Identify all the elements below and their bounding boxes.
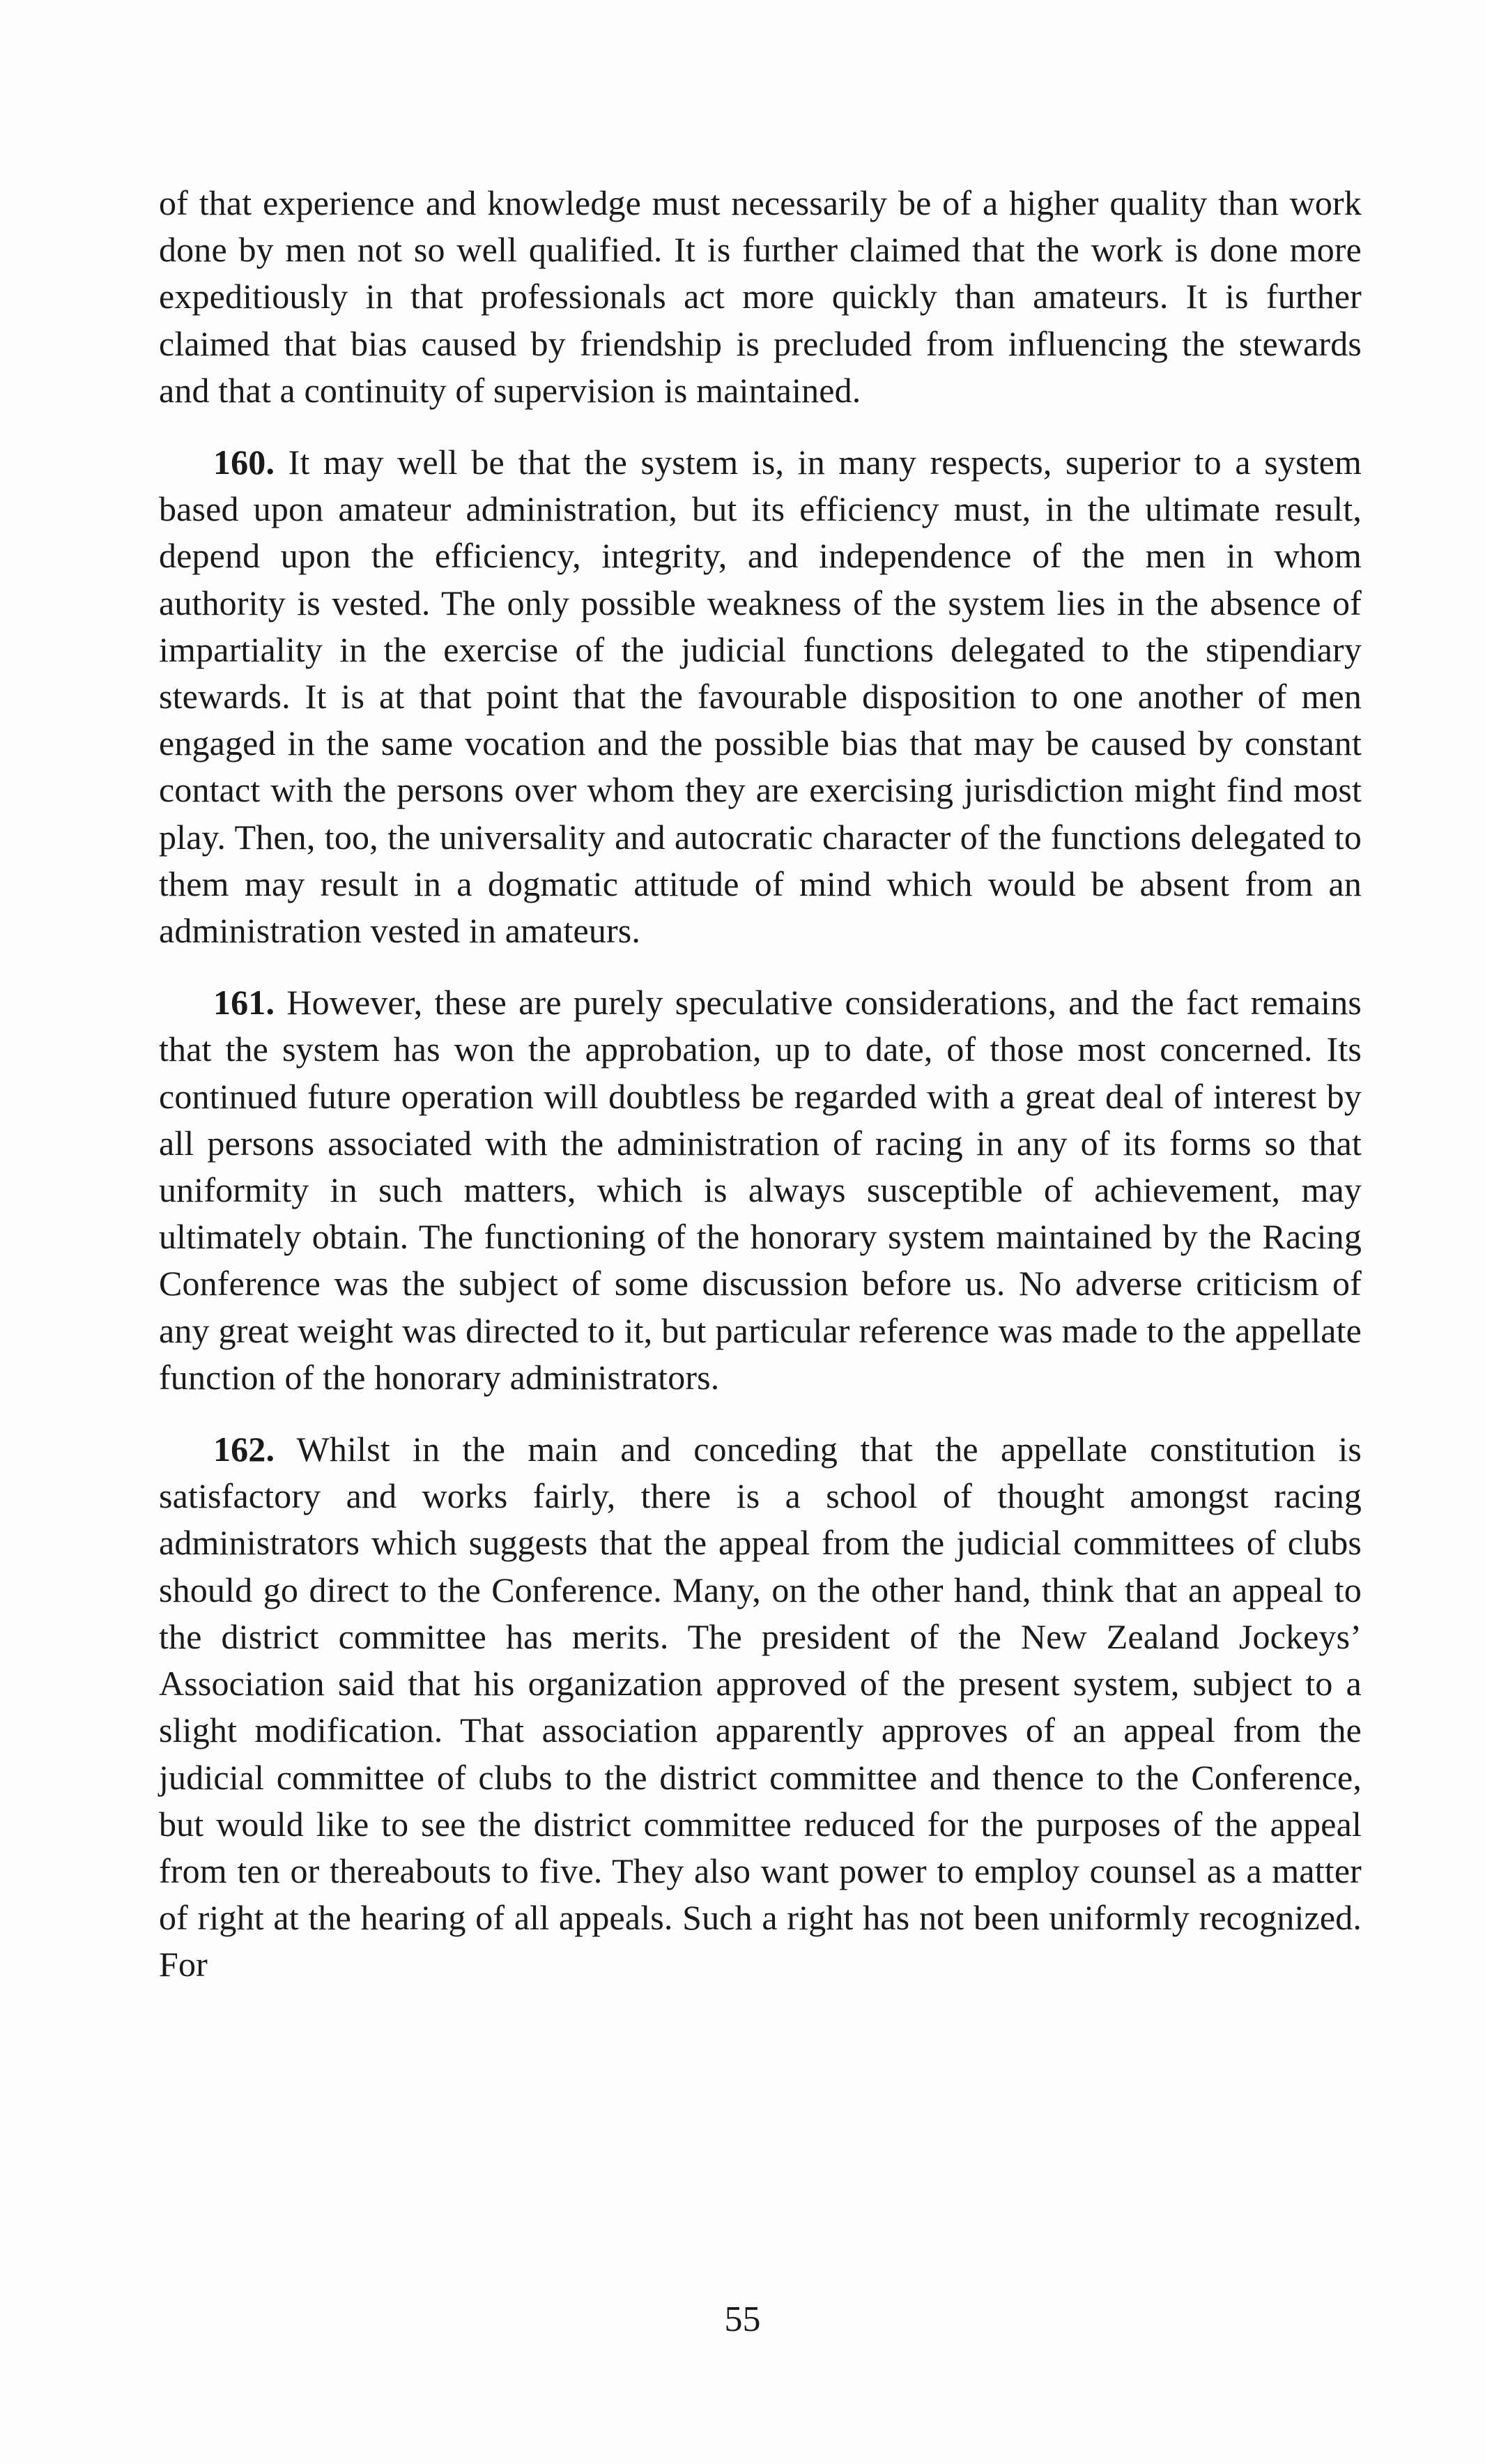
paragraph-continuation: [159, 180, 1362, 414]
paragraph-text: Whilst in the main and conceding that the appellate constitution is satisfactory and works fairly, there is a school of thought amongst racing administrators which suggests that the appeal from the judicial committees of clubs should go direct to the Conference. Many, on the other hand, think that an appeal to the district committee has merits. The president of the New Zealand Jockeys’ Association said that his organization approved of the present system, subject to a slight modification. That association apparently approves of an appeal from the judicial committee of clubs to the district committee and thence to the Conference, but would like to see the district committee reduced for the purposes of the appeal from ten or thereabouts to five. They also want power to employ counsel as a matter of right at the hearing of all appeals. Such a right has not been uniformly recognized. For: [159, 1430, 1362, 1984]
paragraph-162: [159, 1426, 1362, 1988]
paragraph-161: [159, 979, 1362, 1401]
paragraph-number: 162.: [213, 1430, 275, 1469]
paragraph-text: of that experience and knowledge must necessarily be of a higher quality than work done by men not so well qualified. It is further claimed that the work is done more expeditiously in that professionals act more quickly than amateurs. It is further claimed that bias caused by friendship is precluded from influencing the stewards and that a continuity of supervision is maintained.: [159, 183, 1362, 410]
page-number: 55: [724, 2300, 761, 2339]
paragraph-160: [159, 439, 1362, 954]
paragraph-number: 161.: [213, 983, 275, 1023]
paragraph-text: However, these are purely speculative considerations, and the fact remains that the system has won the approbation, up to date, of those most concerned. Its continued future operation will doubtless be regarded with a great deal of interest by all persons associated with the administration of racing in any of its forms so that uniformity in such matters, which is always susceptible of achievement, may ultimately obtain. The functioning of the honorary system maintained by the Racing Conference was the subject of some discussion before us. No adverse criticism of any great weight was directed to it, but particular reference was made to the appellate function of the honorary administrators.: [159, 983, 1362, 1397]
paragraph-number: 160.: [213, 443, 275, 482]
paragraph-text: It may well be that the system is, in many respects, superior to a system based upon amateur administration, but its efficiency must, in the ultimate result, depend upon the efficiency, integrity, and independence of the men in whom authority is vested. The only possible weakness of the system lies in the absence of impartiality in the exercise of the judicial functions delegated to the stipendiary stewards. It is at that point that the favourable disposition to one another of men engaged in the same vocation and the possible bias that may be caused by constant contact with the persons over whom they are exercising jurisdiction might find most play. Then, too, the universality and autocratic character of the functions delegated to them may result in a dogmatic attitude of mind which would be absent from an administration vested in amateurs.: [159, 443, 1362, 951]
page-body: [159, 180, 1362, 1989]
